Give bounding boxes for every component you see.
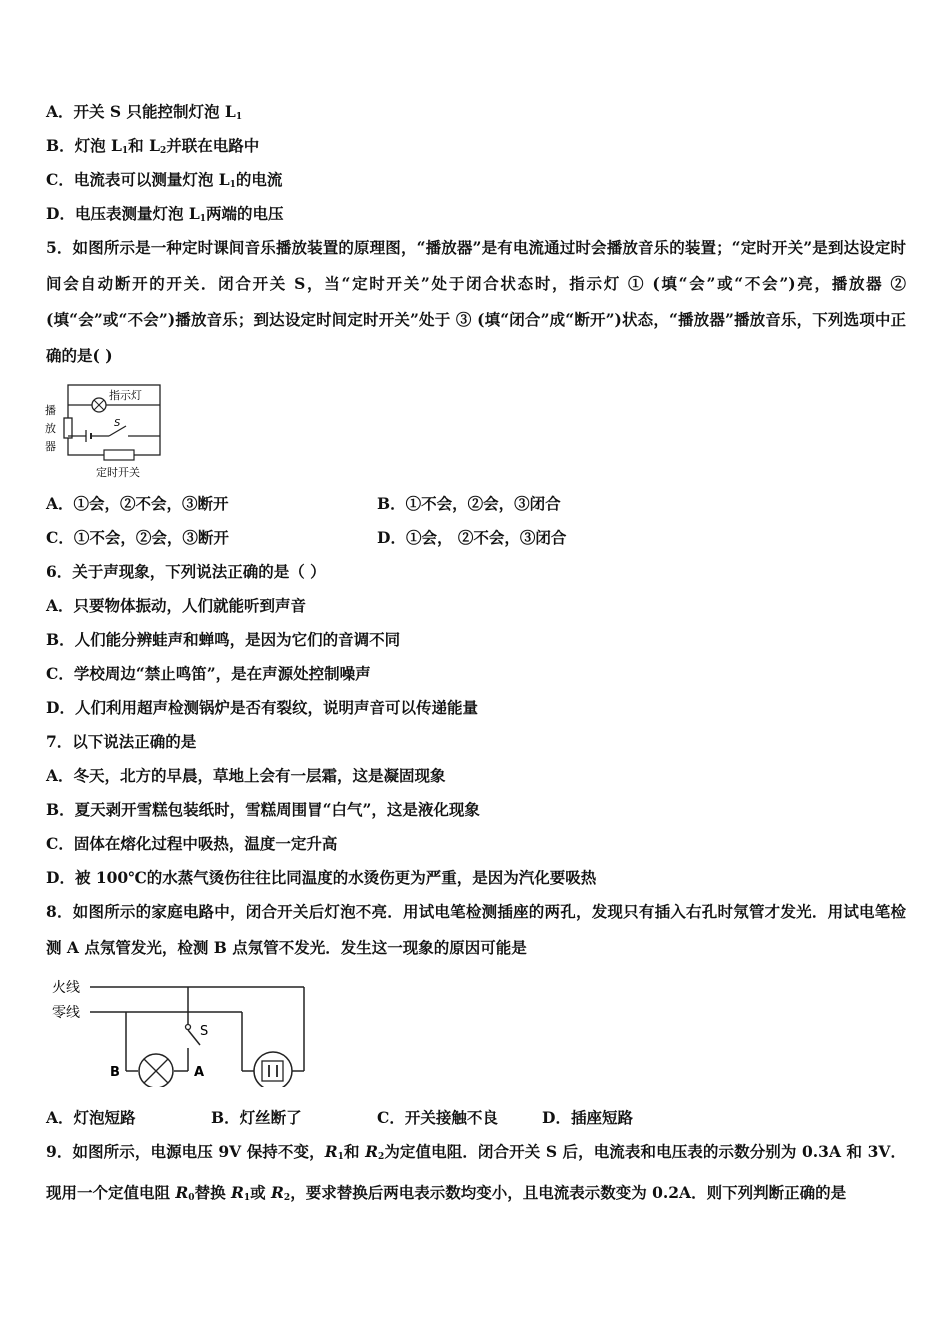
q8-option-d: D．插座短路 (542, 1108, 633, 1127)
q6-option-a: A．只要物体振动，人们就能听到声音 (46, 596, 307, 615)
live-wire-label: 火线 (52, 980, 80, 996)
q7-option-b: B．夏天剥开雪糕包装纸时，雪糕周围冒“白气”，这是液化现象 (46, 800, 480, 819)
q8-option-b: B．灯丝断了 (211, 1108, 302, 1127)
point-a-label: A (194, 1065, 205, 1080)
q4-option-b: B．灯泡 $L_1$和 $L_2$并联在电路中 (46, 136, 260, 156)
neutral-wire-label: 零线 (52, 1005, 80, 1021)
q8-option-c: C．开关接触不良 (377, 1108, 498, 1127)
indicator-label: 指示灯 (109, 389, 142, 402)
q4-option-a: A．开关 S 只能控制灯泡 $L_1$ (46, 102, 243, 122)
player-label-1: 播 (45, 404, 56, 417)
timer-switch-label: 定时开关 (96, 466, 140, 479)
q5-option-b: B．①不会，②会，③闭合 (377, 494, 561, 513)
q7-option-c: C．固体在熔化过程中吸热，温度一定升高 (46, 834, 338, 853)
q7-option-d: D．被 100℃的水蒸气烫伤往往比同温度的水烫伤更为严重，是因为汽化要吸热 (46, 868, 597, 887)
q7-option-a: A．冬天，北方的早晨，草地上会有一层霜，这是凝固现象 (46, 766, 446, 785)
q5-option-c: C．①不会，②会，③断开 (46, 528, 229, 547)
q5-stem: 5．如图所示是一种定时课间音乐播放装置的原理图，“播放器”是有电流通过时会播放音乐的装置；“定时开关”是到达设定时间会自动断开的开关．闭合开关 S，当“定时开关”处于闭合状态时，指示灯 ① (填“会”或“不会”)亮，播放器 ② (填“会”或“不会”)播放音乐；到达设定时间定时开关”处于 ③ (填“闭合”成“断开”)状态，“播放器”播放音乐，下列选项中正确的是( ) (46, 238, 906, 365)
q5-circuit-figure (44, 380, 169, 485)
switch-s-label: S (114, 418, 121, 429)
q6-option-d: D．人们利用超声检测锅炉是否有裂纹，说明声音可以传递能量 (46, 698, 478, 717)
q6-stem: 6．关于声现象，下列说法正确的是（ ） (46, 562, 326, 581)
q9-stem: 9．如图所示，电源电压 9V 保持不变，$R_1$和 $R_2$为定值电阻．闭合开关 S 后，电流表和电压表的示数分别为 0.3A 和 3V．现用一个定值电阻 $R_0$替换 $R_1$或 $R_2$，要求替换后两电表示数均变小，且电流表示数变为 0.2A．则下列判断正确的是 (46, 1142, 907, 1203)
q8-stem: 8．如图所示的家庭电路中，闭合开关后灯泡不亮．用试电笔检测插座的两孔，发现只有插入右孔时氖管才发光．用试电笔检测 A 点氖管发光，检测 B 点氖管不发光．发生这一现象的原因可能是 (46, 902, 906, 957)
q8-circuit-figure (48, 972, 313, 1087)
player-label-3: 器 (45, 440, 56, 453)
q8-switch-s-label: S (200, 1024, 209, 1039)
player-label-2: 放 (45, 422, 56, 435)
q5-option-d: D．①会， ②不会，③闭合 (377, 528, 567, 547)
q6-option-b: B．人们能分辨蛙声和蝉鸣，是因为它们的音调不同 (46, 630, 401, 649)
q4-option-c: C．电流表可以测量灯泡 $L_1$的电流 (46, 170, 283, 190)
point-b-label: B (110, 1065, 120, 1080)
q5-option-a: A．①会，②不会，③断开 (46, 494, 229, 513)
q7-stem: 7．以下说法正确的是 (46, 732, 197, 751)
q8-option-a: A．灯泡短路 (46, 1108, 136, 1127)
q4-option-d: D．电压表测量灯泡 $L_1$两端的电压 (46, 204, 284, 224)
q6-option-c: C．学校周边“禁止鸣笛”，是在声源处控制噪声 (46, 664, 371, 683)
